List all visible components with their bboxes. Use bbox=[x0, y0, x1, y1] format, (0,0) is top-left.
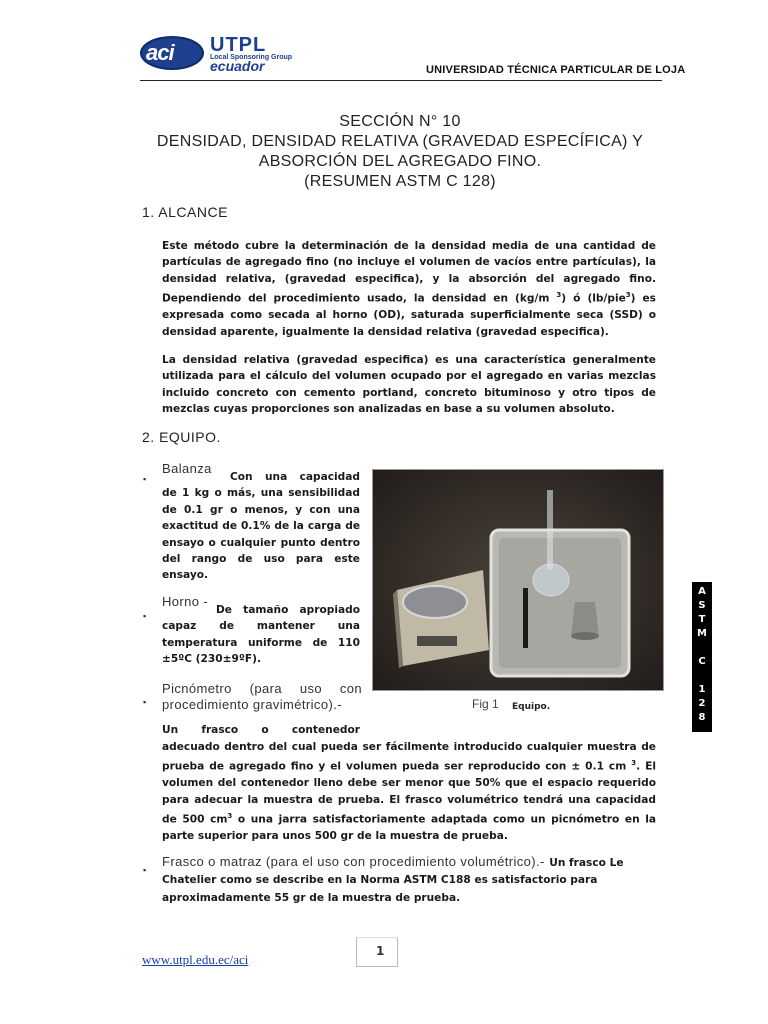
title-line-2: DENSIDAD, DENSIDAD RELATIVA (GRAVEDAD ESPECÍFICA) Y bbox=[156, 133, 644, 150]
bullet-icon: ▪ bbox=[143, 474, 147, 484]
alcance-p1-a: Este método cubre la determinación de la densidad media de una cantidad de partículas de agregado fino (no incluye el volumen de vacíos entre partículas), la densidad relativa, (gravedad especifica), y la absorción del agregado fino. Dependiendo del procedimiento usado, la densidad en (kg/m bbox=[162, 240, 656, 305]
alcance-p1-c: ) es expresada como secada al horno (OD), saturada superficialmente seca (SSD) o densidad aparente, igualmente la densidad relativa (gravedad especifica). bbox=[162, 292, 656, 338]
alcance-p1-sup2: 3 bbox=[625, 291, 631, 300]
frasco-text: Un frasco Le Chatelier como se describe en la Norma ASTM C188 es satisfactorio para aproximadamente 55 gr de la muestra de prueba. bbox=[162, 857, 624, 904]
document-title bbox=[120, 112, 680, 192]
section-2-heading: 2. EQUIPO. bbox=[142, 429, 221, 445]
astm-side-tab bbox=[692, 582, 712, 732]
title-line-1: SECCIÓN N° 10 bbox=[339, 113, 461, 130]
university-name: UNIVERSIDAD TÉCNICA PARTICULAR DE LOJA bbox=[426, 64, 686, 76]
utpl-aci-logo bbox=[140, 36, 300, 72]
frasco-label: Frasco o matraz (para el uso con procedimiento volumétrico).- bbox=[162, 854, 545, 869]
footer-website-link[interactable]: www.utpl.edu.ec/aci bbox=[142, 952, 249, 967]
alcance-paragraph-1 bbox=[162, 238, 656, 340]
side-tab-letter: 1 bbox=[698, 684, 706, 695]
logo-group-text: Local Sponsoring Group bbox=[210, 54, 293, 61]
horno-text: De tamaño apropiado capaz de mantener una temperatura uniforme de 110 ±5ºC (230±9ºF). bbox=[162, 604, 360, 666]
side-tab-letter: 8 bbox=[698, 712, 706, 723]
logo-aci-text: aci bbox=[146, 40, 174, 65]
section-1-heading: 1. ALCANCE bbox=[142, 204, 228, 220]
logo-utpl-text: UTPL bbox=[210, 34, 267, 56]
title-line-4: (RESUMEN ASTM C 128) bbox=[304, 173, 496, 190]
picnometro-sup-2: 3 bbox=[227, 812, 233, 821]
side-tab-letter: S bbox=[698, 600, 706, 611]
side-tab-letter: M bbox=[697, 628, 707, 639]
side-tab-letter: T bbox=[698, 614, 706, 625]
picnometro-sup-1: 3 bbox=[631, 759, 637, 768]
bullet-icon: ▪ bbox=[143, 611, 147, 621]
picnometro-text-line1: Un frasco o contenedor bbox=[162, 724, 360, 736]
side-tab-letter: C bbox=[698, 656, 706, 667]
picnometro-text-b: . El volumen del contenedor lleno debe ser menor que 50% que el espacio requerido para adecuar la muestra de prueba. El frasco volumétrico tendrá una capacidad de 500 cm bbox=[162, 760, 656, 826]
horno-label: Horno - bbox=[162, 594, 209, 609]
balanza-text: Con una capacidad de 1 kg o más, una sensibilidad de 0.1 gr o menos, y con una exactitud de 0.1% de la carga de ensayo o cualquier punto dentro del rango de uso para este ensayo. bbox=[162, 471, 360, 582]
frasco-item bbox=[162, 854, 658, 906]
bullet-icon: ▪ bbox=[143, 865, 147, 875]
alcance-paragraph-2: La densidad relativa (gravedad especifica) es una característica generalmente utilizada para el cálculo del volumen ocupado por el agregado en varias mezclas incluido concreto con cemento portland, concreto bituminoso y otro tipos de mezclas cuyas proporciones son analizadas en base a su volumen absoluto. bbox=[162, 354, 656, 416]
picnometro-text-c: o una jarra satisfactoriamente adaptada como un picnómetro en la parte superior para unos 500 gr de la muestra de prueba. bbox=[162, 813, 656, 843]
side-tab-letter: A bbox=[698, 586, 706, 597]
picnometro-label: Picnómetro (para uso con procedimiento gravimétrico).- bbox=[162, 681, 362, 712]
alcance-p1-b: ) ó (lb/pie bbox=[561, 292, 626, 305]
balanza-label: Balanza bbox=[162, 461, 212, 476]
alcance-p1-sup1: 3 bbox=[556, 291, 562, 300]
side-tab-letter: 2 bbox=[698, 698, 706, 709]
bullet-icon: ▪ bbox=[143, 697, 147, 707]
picnometro-text-body bbox=[162, 739, 656, 845]
page-number: 1 bbox=[376, 944, 385, 958]
picnometro-text-a: adecuado dentro del cual pueda ser fácilmente introducido cualquier muestra de prueba de agregado fino y el volumen pueda ser reproducido con ± 0.1 cm bbox=[162, 741, 656, 773]
logo-ecuador-text: ecuador bbox=[210, 58, 265, 74]
header-divider bbox=[140, 80, 662, 81]
figure-caption-label: Fig 1 bbox=[472, 697, 499, 711]
title-line-3: ABSORCIÓN DEL AGREGADO FINO. bbox=[258, 153, 542, 170]
figure-caption-text: Equipo. bbox=[512, 702, 551, 712]
equipment-photo bbox=[372, 469, 664, 691]
